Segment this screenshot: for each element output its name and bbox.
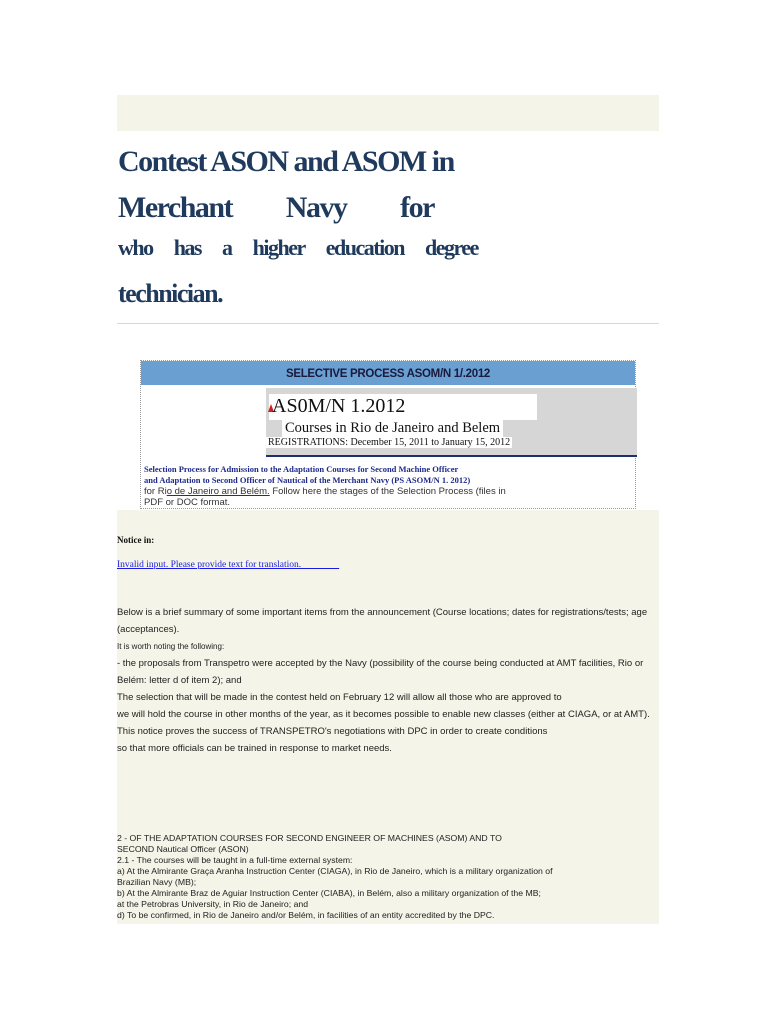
banner-image[interactable] [266,388,637,457]
locations-link[interactable]: o de Janeiro and Belém. [166,486,270,497]
summary-line: - the proposals from Transpetro were accepted by the Navy (possibility of the course being conducted at AMT facilities, Rio or Belém: letter d of item 2); and [117,658,644,686]
plain-text: for Ri [144,486,167,497]
selective-process-box [140,360,636,509]
summary-line: Below is a brief summary of some important items from the announcement (Course locations; dates for registrations/tests; age [117,607,648,618]
banner-registrations: REGISTRATIONS: December 15, 2011 to January 15, 2012 [268,437,511,448]
title-line-4: technician. [118,279,223,308]
top-band [117,95,659,131]
box-plain-line: PDF or DOC format. [144,497,231,508]
section-line: 2 - OF THE ADAPTATION COURSES FOR SECOND ENGINEER OF MACHINES (ASOM) AND TO [117,833,502,843]
title-line-2 [118,191,434,225]
box-header: SELECTIVE PROCESS ASOM/N 1/.2012 [141,361,635,385]
section-line: 2.1 - The courses will be taught in a full-time external system: [117,855,353,865]
summary-text [117,604,657,757]
title-word: degree [425,235,478,260]
summary-line: It is worth noting the following: [117,642,225,651]
title-word: a [222,235,232,260]
section-2 [117,833,657,921]
banner-title: AS0M/N 1.2012 [272,395,406,417]
title-line-1: Contest ASON and ASOM in [118,145,454,178]
box-description [144,464,624,508]
plain-text: Follow here the stages of the Selection Process (files in [269,486,506,497]
summary-line: so that more officials can be trained in response to market needs. [117,743,392,754]
section-line: d) To be confirmed, in Rio de Janeiro and/or Belém, in facilities of an entity accredited by the DPC. [117,910,495,920]
title-word: has [173,235,201,260]
title-line-3 [118,235,478,261]
notice-link[interactable]: Invalid input. Please provide text for translation. [117,560,340,570]
summary-line: (acceptances). [117,624,180,635]
title-word: Merchant [118,191,233,224]
summary-line: we will hold the course in other months of the year, as it becomes possible to enable new classes (either at CIAGA, or at AMT). [117,709,650,720]
box-plain-line [144,486,624,497]
summary-line: The selection that will be made in the contest held on February 12 will allow all those who are approved to [117,692,562,703]
title-word: education [325,235,404,260]
banner-subtitle: Courses in Rio de Janeiro and Belem [282,420,503,437]
title-word: Navy [285,191,347,224]
title-word: who [118,235,153,260]
section-line: b) At the Almirante Braz de Aguiar Instruction Center (CIABA), in Belém, also a military organization of the MB; [117,888,541,898]
title-word: higher [252,235,305,260]
summary-line: This notice proves the success of TRANSPETRO's negotiations with DPC in order to create conditions [117,726,548,737]
box-bold-line: Selection Process for Admission to the Adaptation Courses for Second Machine Officer [144,464,459,474]
divider [117,323,659,324]
section-line: Brazilian Navy (MB); [117,877,197,887]
banner-rule [266,455,637,457]
section-line: a) At the Almirante Graça Aranha Instruction Center (CIAGA), in Rio de Janeiro, which is a military organization of [117,866,553,876]
box-bold-line: and Adaptation to Second Officer of Nautical of the Merchant Navy (PS ASOM/N 1. 2012) [144,475,471,485]
section-line: at the Petrobras University, in Rio de Janeiro; and [117,899,309,909]
title-word: for [400,191,434,224]
section-line: SECOND Nautical Officer (ASON) [117,844,249,854]
notice-label: Notice in: [117,535,155,545]
